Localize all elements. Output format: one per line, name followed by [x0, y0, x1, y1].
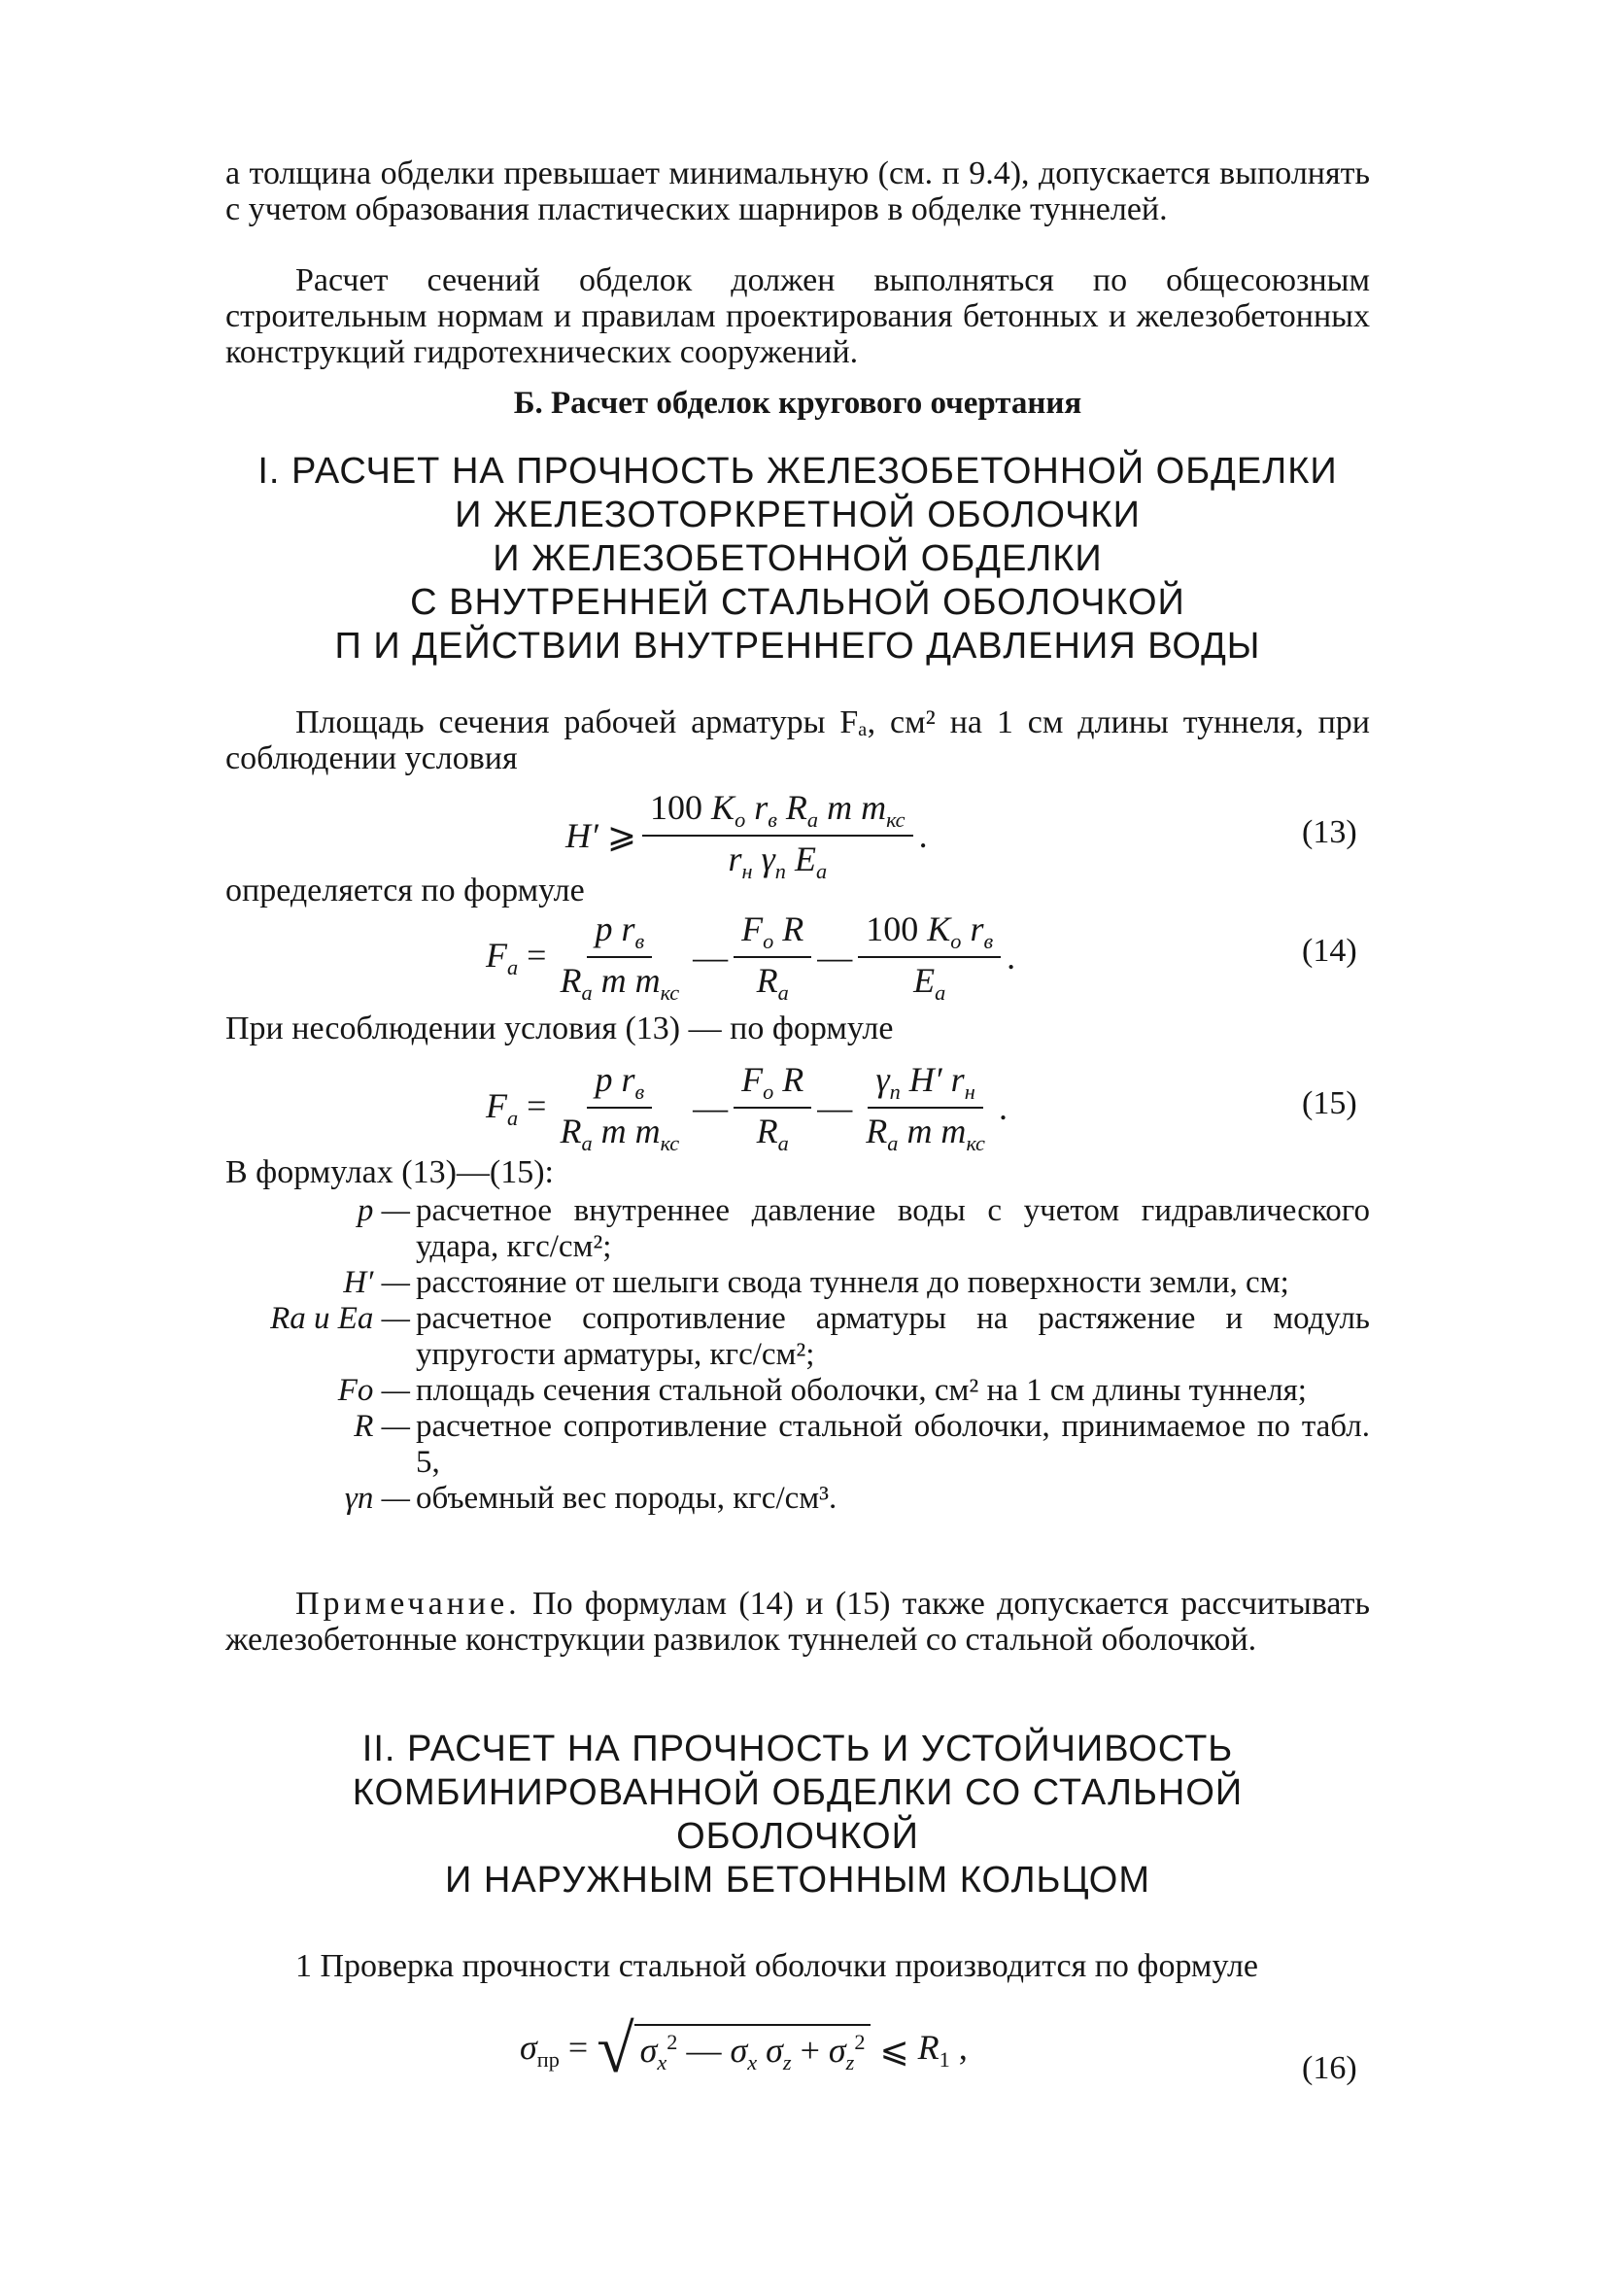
section-1-title-line: И ЖЕЛЕЗОТОРКРЕТНОЙ ОБОЛОЧКИ: [455, 495, 1141, 535]
definition-text: площадь сечения стальной оболочки, см² на 1 см длины туннеля;: [416, 1373, 1307, 1408]
definition-text: расчетное внутреннее давление воды с учетом гидравлического удара, кгс/см²;: [416, 1193, 1370, 1264]
equation-14-number: (14): [1302, 933, 1357, 969]
definition-text: объемный вес породы, кгс/см³.: [416, 1481, 837, 1516]
section-2-title: [225, 1728, 1370, 1902]
section-1-title-line: П И ДЕЙСТВИИ ВНУТРЕННЕГО ДАВЛЕНИЯ ВОДЫ: [334, 626, 1261, 667]
paragraph-strength-check: 1 Проверка прочности стальной оболочки производится по формуле: [295, 1948, 1259, 1984]
section-2-title-line: ОБОЛОЧКОЙ: [676, 1816, 919, 1857]
section-1-title: [225, 450, 1370, 668]
note-label: Примечание.: [295, 1586, 521, 1622]
definition-item: [225, 1373, 1370, 1409]
definition-item: [225, 1265, 1370, 1301]
text-determined-by-formula: определяется по формуле: [225, 873, 585, 908]
definition-symbol: Fо —: [337, 1373, 410, 1408]
definition-symbol: p —: [357, 1193, 410, 1228]
equation-14: $F_а$ = $\frac{p r_в}{R_а m m_{кс}}$ — $\frac{F_o R}{R_а}$ — $\frac{100 K_o r_в}{E_а}$ .: [486, 909, 1016, 1006]
definition-symbol: H′ —: [343, 1265, 410, 1300]
definition-text: расстояние от шелыги свода туннеля до поверхности земли, см;: [416, 1265, 1289, 1300]
definition-item: [225, 1409, 1370, 1481]
definition-text: расчетное сопротивление стальной оболочки, принимаемое по табл. 5,: [416, 1409, 1370, 1480]
section-2-title-line: II. РАСЧЕТ НА ПРОЧНОСТЬ И УСТОЙЧИВОСТЬ: [361, 1729, 1234, 1769]
equation-13-number: (13): [1302, 814, 1357, 850]
equation-16: $\sigma_{пр}$ = √ $\sigma_x^2$ — $\sigma_x$ $\sigma_z + \sigma_z^2$ ⩽ $R_1$ ,: [520, 2012, 968, 2087]
equation-16-number: (16): [1302, 2050, 1357, 2086]
text-if-condition-not-met: При несоблюдении условия (13) — по формуле: [225, 1011, 894, 1046]
equation-13: H′ ⩾ $\frac{100 K_o r_в R_а m m_{кс}}{r_н \gamma_п E_а}$ .: [565, 788, 928, 884]
definition-item: [225, 1301, 1370, 1373]
section-1-title-line: И ЖЕЛЕЗОБЕТОННОЙ ОБДЕЛКИ: [493, 538, 1103, 579]
section-1-title-line: I. РАСЧЕТ НА ПРОЧНОСТЬ ЖЕЛЕЗОБЕТОННОЙ ОБДЕЛКИ: [257, 451, 1338, 492]
section-2-title-line: КОМБИНИРОВАННОЙ ОБДЕЛКИ СО СТАЛЬНОЙ: [352, 1772, 1244, 1813]
paragraph-calculation-norms: Расчет сечений обделок должен выполняться по общесоюзным строительным нормам и правилам проектирования бетонных и железобетонных конструкций гидротехнических сооружений.: [225, 262, 1370, 370]
equation-15: $F_а$ = $\frac{p r_в}{R_а m m_{кс}}$ — $\frac{F_o R}{R_а}$ — $\frac{\gamma_п H' r_н}{R_а m m_{кс}}$ .: [486, 1060, 1008, 1156]
definition-symbol: γп —: [344, 1481, 410, 1516]
definition-item: [225, 1481, 1370, 1517]
note-paragraph: [225, 1586, 1370, 1658]
section-1-title-line: С ВНУТРЕННЕЙ СТАЛЬНОЙ ОБОЛОЧКОЙ: [410, 582, 1185, 623]
note-text: По формулам (14) и (15) также допускается рассчитывать железобетонные конструкции развилок туннелей со стальной оболочкой.: [225, 1586, 1370, 1658]
text-in-formulas: В формулах (13)—(15):: [225, 1154, 555, 1190]
paragraph-reinforcement-area: Площадь сечения рабочей арматуры Fₐ, см² на 1 см длины туннеля, при соблюдении условия: [225, 704, 1370, 776]
subheading-b: Б. Расчет обделок кругового очертания: [513, 386, 1082, 421]
section-2-title-line: И НАРУЖНЫМ БЕТОННЫМ КОЛЬЦОМ: [445, 1860, 1150, 1901]
definitions-list: [225, 1193, 1370, 1517]
definition-text: расчетное сопротивление арматуры на растяжение и модуль упругости арматуры, кгс/см²;: [416, 1301, 1370, 1372]
paragraph-continuation: а толщина обделки превышает минимальную (см. п 9.4), допускается выполнять с учетом образования пластических шарниров в обделке туннелей.: [225, 155, 1370, 227]
definition-symbol: R —: [354, 1409, 410, 1444]
definition-item: [225, 1193, 1370, 1265]
definition-symbol: Rа и Eа —: [270, 1301, 410, 1336]
equation-15-number: (15): [1302, 1085, 1357, 1121]
